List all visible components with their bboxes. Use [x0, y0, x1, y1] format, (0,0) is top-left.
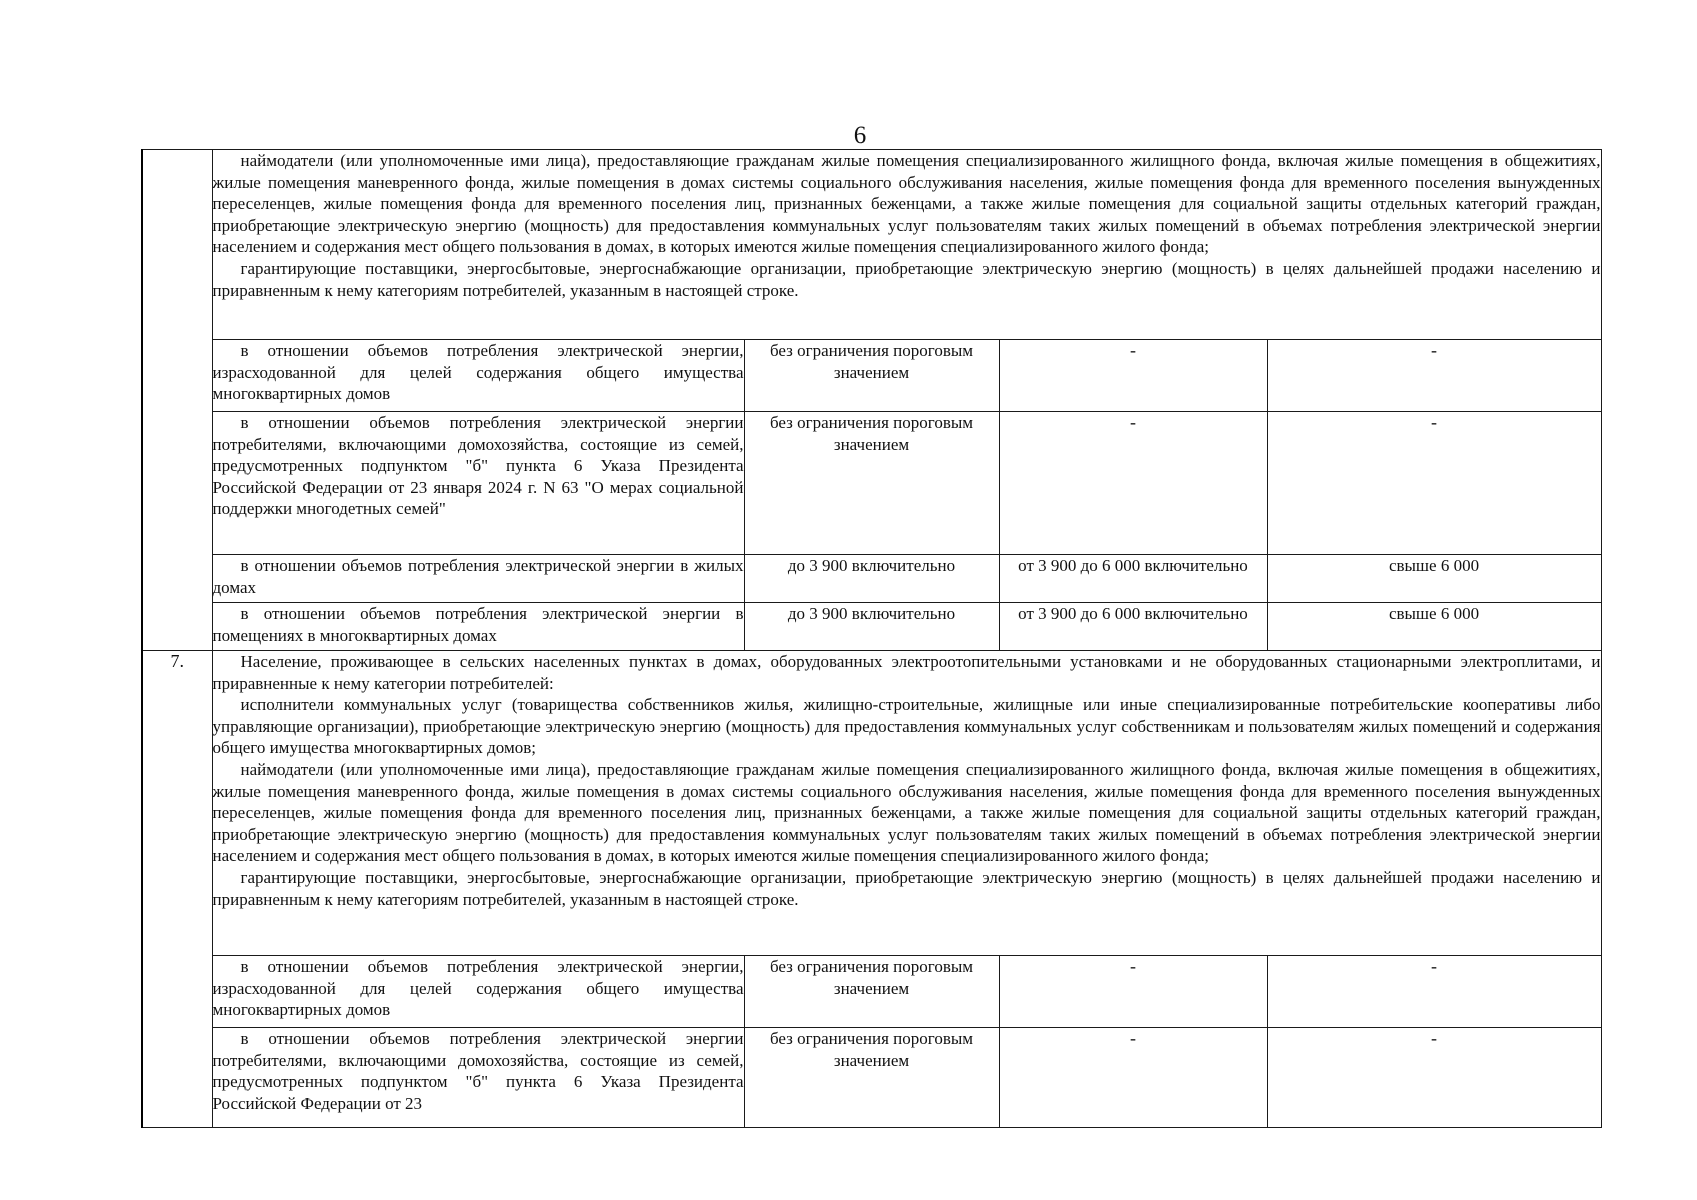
range-first-value: до 3 900 включительно [744, 555, 999, 603]
table-row [142, 603, 1601, 651]
category-description [212, 150, 1601, 340]
range-third-value: - [1267, 412, 1601, 555]
consumption-type-label: в отношении объемов потребления электрической энергии потребителями, включающими домохозяйства, состоящие из семей, предусмотренных подпунктом "б" пункта 6 Указа Президента Российской Федерации от 23 января 2024 г. N 63 "О мерах социальной поддержки многодетных семей" [212, 412, 744, 555]
table-row [142, 555, 1601, 603]
description-paragraph: гарантирующие поставщики, энергосбытовые, энергоснабжающие организации, приобретающие электрическую энергию (мощность) в целях дальнейшей продажи населению и приравненным к нему категориям потребителей, указанным в настоящей строке. [212, 258, 1601, 300]
row-number-cell [142, 150, 212, 651]
table-row [142, 340, 1601, 412]
table-row [142, 956, 1601, 1028]
range-second-value: - [999, 412, 1267, 555]
description-paragraph: Население, проживающее в сельских населенных пунктах в домах, оборудованных электроотопительными установками и не оборудованных стационарными электроплитами, и приравненные к нему категории потребителей: [212, 652, 1601, 693]
description-paragraph: исполнители коммунальных услуг (товарищества собственников жилья, жилищно-строительные, жилищные или иные специализированные потребительские кооперативы либо управляющие организации), приобретающие электрическую энергию (мощность) для предоставления коммунальных услуг собственникам и пользователям жилых помещений и содержания общего имущества многоквартирных домов; [212, 695, 1601, 758]
range-third-value: свыше 6 000 [1267, 555, 1601, 603]
range-first-value: до 3 900 включительно [744, 603, 999, 651]
page-number: 6 [853, 122, 867, 149]
range-third-value: - [1267, 956, 1601, 1028]
range-first-value: без ограничения пороговым значением [744, 412, 999, 555]
range-second-value: от 3 900 до 6 000 включительно [999, 555, 1267, 603]
description-paragraph: наймодатели (или уполномоченные ими лица), предоставляющие гражданам жилые помещения специализированного жилищного фонда, включая жилые помещения в общежитиях, жилые помещения маневренного фонда, жилые помещения в домах системы социального обслуживания населения, жилые помещения фонда для временного поселения вынужденных переселенцев, жилые помещения фонда для временного поселения лиц, признанных беженцами, а также жилые помещения для социальной защиты отдельных категорий граждан, приобретающие электрическую энергию (мощность) для предоставления коммунальных услуг пользователям таких жилых помещений в объемах потребления электрической энергии населением и содержания мест общего пользования в домах, в которых имеются жилые помещения специализированного жилого фонда; [212, 759, 1601, 866]
section-header-row [142, 651, 1601, 956]
table-row [142, 412, 1601, 555]
category-description [212, 651, 1601, 956]
range-second-value: - [999, 956, 1267, 1028]
description-paragraph: наймодатели (или уполномоченные ими лица), предоставляющие гражданам жилые помещения специализированного жилищного фонда, включая жилые помещения в общежитиях, жилые помещения маневренного фонда, жилые помещения в домах системы социального обслуживания населения, жилые помещения фонда для временного поселения вынужденных переселенцев, жилые помещения фонда для временного поселения лиц, признанных беженцами, а также жилые помещения для социальной защиты отдельных категорий граждан, приобретающие электрическую энергию (мощность) для предоставления коммунальных услуг пользователям таких жилых помещений в объемах потребления электрической энергии населением и содержания мест общего пользования в домах, в которых имеются жилые помещения специализированного жилого фонда; [212, 151, 1601, 257]
row-number-cell: 7. [142, 651, 212, 1128]
range-first-value: без ограничения пороговым значением [744, 340, 999, 412]
description-paragraph: гарантирующие поставщики, энергосбытовые, энергоснабжающие организации, приобретающие электрическую энергию (мощность) в целях дальнейшей продажи населению и приравненным к нему категориям потребителей, указанным в настоящей строке. [212, 867, 1601, 909]
consumption-type-label: в отношении объемов потребления электрической энергии потребителями, включающими домохозяйства, состоящие из семей, предусмотренных подпунктом "б" пункта 6 Указа Президента Российской Федерации от 23 [212, 1028, 744, 1128]
range-first-value: без ограничения пороговым значением [744, 1028, 999, 1128]
tariff-table [141, 149, 1602, 1128]
section-header-row [142, 150, 1601, 340]
table-row [142, 1028, 1601, 1128]
range-second-value: - [999, 340, 1267, 412]
range-third-value: - [1267, 1028, 1601, 1128]
range-first-value: без ограничения пороговым значением [744, 956, 999, 1028]
consumption-type-label: в отношении объемов потребления электрической энергии, израсходованной для целей содержания общего имущества многоквартирных домов [212, 340, 744, 412]
range-third-value: свыше 6 000 [1267, 603, 1601, 651]
range-third-value: - [1267, 340, 1601, 412]
range-second-value: - [999, 1028, 1267, 1128]
consumption-type-label: в отношении объемов потребления электрической энергии в жилых домах [212, 555, 744, 603]
consumption-type-label: в отношении объемов потребления электрической энергии в помещениях в многоквартирных домах [212, 603, 744, 651]
range-second-value: от 3 900 до 6 000 включительно [999, 603, 1267, 651]
consumption-type-label: в отношении объемов потребления электрической энергии, израсходованной для целей содержания общего имущества многоквартирных домов [212, 956, 744, 1028]
